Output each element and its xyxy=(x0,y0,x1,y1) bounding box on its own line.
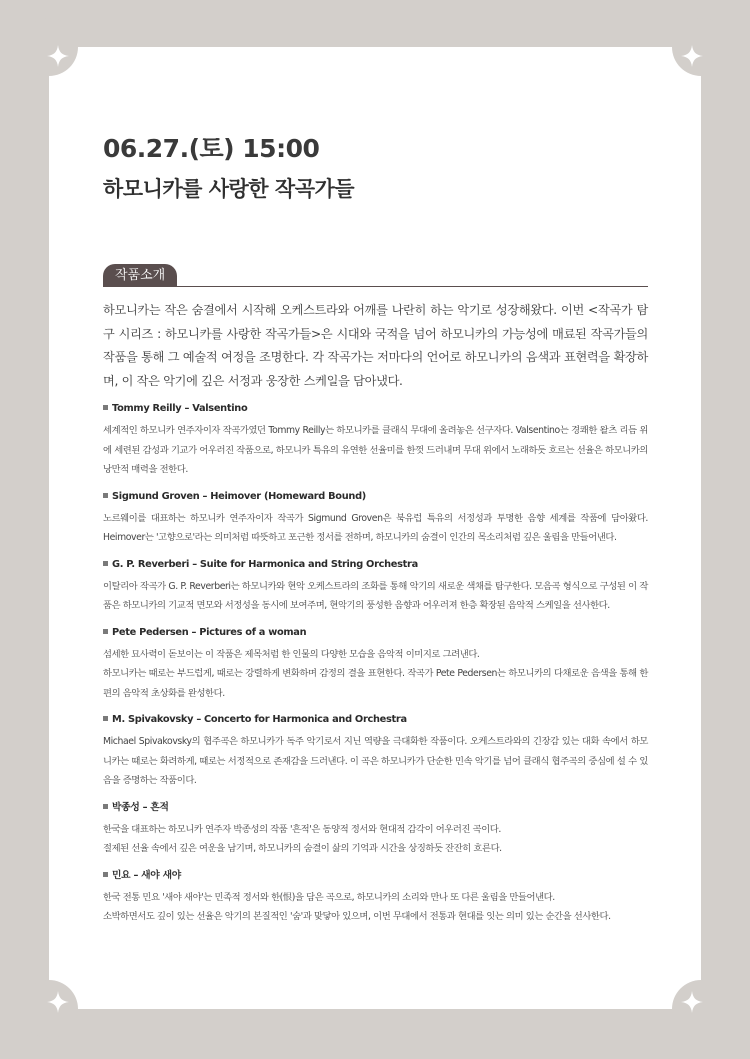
square-bullet-icon xyxy=(103,804,108,809)
work-item xyxy=(103,557,648,616)
section-divider xyxy=(103,286,648,287)
sparkle-icon xyxy=(47,991,69,1013)
work-title xyxy=(103,401,648,417)
sparkle-icon xyxy=(47,45,69,67)
work-description: 섬세한 묘사력이 돋보이는 이 작품은 제목처럼 한 인물의 다양한 모습을 음악적 이미지로 그려낸다. xyxy=(103,648,480,660)
sparkle-icon xyxy=(681,991,703,1013)
square-bullet-icon xyxy=(103,561,108,566)
work-item xyxy=(103,401,648,480)
works-list xyxy=(103,401,648,936)
work-title xyxy=(103,800,648,816)
work-title-text: M. Spivakovsky – Concerto for Harmonica and Orchestra xyxy=(112,714,407,725)
work-item xyxy=(103,800,648,859)
work-description: 노르웨이를 대표하는 하모니카 연주자이자 작곡가 Sigmund Groven은 북유럽 특유의 서정성과 투명한 음향 세계를 작품에 담아왔다. Heimover는 '고향으로'라는 의미처럼 따뜻하고 포근한 정서를 전하며, 하모니카의 숨결이 인간의 목소리처럼 깊은 울림을 만들어낸다. xyxy=(103,512,648,543)
work-item xyxy=(103,868,648,927)
work-title xyxy=(103,489,648,505)
work-title-text: 박종성 – 흔적 xyxy=(112,801,169,813)
work-title-text: 민요 – 새야 새야 xyxy=(112,869,181,881)
square-bullet-icon xyxy=(103,629,108,634)
work-title xyxy=(103,557,648,573)
section-header xyxy=(103,264,648,288)
concert-title: 하모니카를 사랑한 작곡가들 xyxy=(103,177,355,201)
work-item xyxy=(103,489,648,548)
work-title xyxy=(103,868,648,884)
sparkle-icon xyxy=(681,45,703,67)
work-description: Michael Spivakovsky의 협주곡은 하모니카가 독주 악기로서 지닌 역량을 극대화한 작품이다. 오케스트라와의 긴장감 있는 대화 속에서 하모니카는 때로는 화려하게, 때로는 서정적으로 존재감을 드러낸다. 이 곡은 하모니카가 단순한 민속 악기를 넘어 클래식 협주곡의 중심에 설 수 있음을 증명하는 작품이다. xyxy=(103,736,648,786)
work-description: 이탈리아 작곡가 G. P. Reverberi는 하모니카와 현악 오케스트라의 조화를 통해 악기의 새로운 색채를 탐구한다. 모음곡 형식으로 구성된 이 작품은 하모니카의 기교적 면모와 서정성을 동시에 보여주며, 현악기의 풍성한 음향과 어우러져 한층 확장된 음악적 스케일을 선사한다. xyxy=(103,580,648,611)
work-title xyxy=(103,712,648,728)
work-description: 한국을 대표하는 하모니카 연주자 박종성의 작품 '흔적'은 동양적 정서와 현대적 감각이 어우러진 곡이다. xyxy=(103,823,501,835)
work-description: 세계적인 하모니카 연주자이자 작곡가였던 Tommy Reilly는 하모니카를 클래식 무대에 올려놓은 선구자다. Valsentino는 경쾌한 왈츠 리듬 위에 세련된 감성과 기교가 어우러진 작품으로, 하모니카 특유의 유연한 선율미를 한껏 드러내며 무대 위에서 노래하듯 흐르는 선율은 하모니카의 낭만적 매력을 전한다. xyxy=(103,425,648,475)
work-description: 소박하면서도 깊이 있는 선율은 악기의 본질적인 '숨'과 맞닿아 있으며, 이번 무대에서 전통과 현대를 잇는 의미 있는 순간을 선사한다. xyxy=(103,911,611,922)
work-description: 하모니카는 때로는 부드럽게, 때로는 강렬하게 변화하며 감정의 결을 표현한다. 작곡가 Pete Pedersen는 하모니카의 다채로운 음색을 통해 한 편의 음악적 초상화를 완성한다. xyxy=(103,668,648,699)
work-item xyxy=(103,625,648,704)
concert-datetime: 06.27.(토) 15:00 xyxy=(103,134,320,163)
square-bullet-icon xyxy=(103,872,108,877)
work-item xyxy=(103,712,648,791)
work-description: 한국 전통 민요 '새야 새야'는 민족적 정서와 한(恨)을 담은 곡으로, 하모니카의 소리와 만나 또 다른 울림을 만들어낸다. xyxy=(103,891,555,903)
work-title-text: Tommy Reilly – Valsentino xyxy=(112,403,248,414)
square-bullet-icon xyxy=(103,405,108,410)
square-bullet-icon xyxy=(103,493,108,498)
square-bullet-icon xyxy=(103,716,108,721)
work-title-text: Pete Pedersen – Pictures of a woman xyxy=(112,626,307,638)
intro-paragraph: 하모니카는 작은 숨결에서 시작해 오케스트라와 어깨를 나란히 하는 악기로 성장해왔다. 이번 <작곡가 탐구 시리즈 : 하모니카를 사랑한 작곡가들>은 시대와 국적을 넘어 하모니카의 가능성에 매료된 작곡가들의 작품을 통해 그 예술적 여정을 조명한다. 각 작곡가는 저마다의 언어로 하모니카의 음색과 표현력을 확장하며, 이 작은 악기에 깊은 서정과 웅장한 스케일을 담아냈다. xyxy=(103,303,648,388)
work-title xyxy=(103,625,648,641)
work-description: 절제된 선율 속에서 깊은 여운을 남기며, 하모니카의 숨결이 삶의 기억과 시간을 상징하듯 잔잔히 흐른다. xyxy=(103,843,502,854)
work-title-text: G. P. Reverberi – Suite for Harmonica and String Orchestra xyxy=(112,558,418,570)
section-tag: 작품소개 xyxy=(103,264,177,287)
work-title-text: Sigmund Groven – Heimover (Homeward Bound) xyxy=(112,490,366,502)
